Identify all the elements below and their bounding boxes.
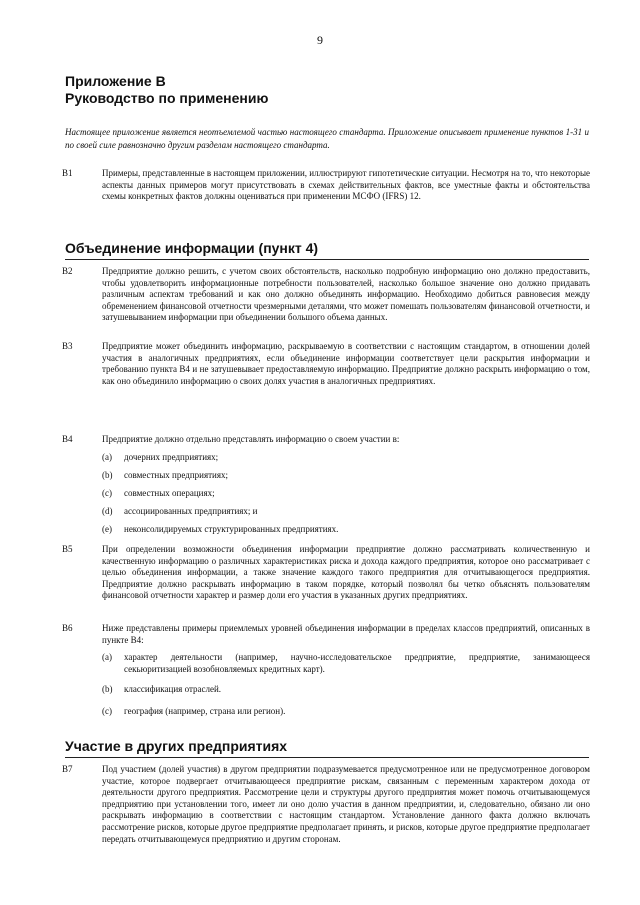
list-item-b4-a xyxy=(102,452,590,464)
list-text: классификация отраслей. xyxy=(124,684,222,694)
list-text: география (например, страна или регион). xyxy=(124,706,286,716)
appendix-title xyxy=(65,73,268,107)
paragraph-text: Предприятие может объединить информацию, раскрываемую в соответствии с настоящим стандартом, в отношении долей участия в аналогичных предприятиях, если объединение информации соответствует цели раскрытия информации и требованию пункта В4 и не затушевывает предоставляемую информацию. Предприятие должно раскрыть информацию о том, как оно объединило информацию о своих долях участия в аналогичных предприятиях. xyxy=(102,341,590,386)
paragraph-b4 xyxy=(62,434,590,446)
list-text: дочерних предприятиях; xyxy=(124,452,219,462)
list-text: ассоциированных предприятиях; и xyxy=(124,506,258,516)
appendix-title-line2: Руководство по применению xyxy=(65,90,269,106)
paragraph-number: B5 xyxy=(62,544,73,554)
section-heading-text: Участие в других предприятиях xyxy=(65,738,288,754)
paragraph-text: Ниже представлены примеры приемлемых уровней объединения информации в пределах классов предприятий, описанных в пункте В4: xyxy=(102,623,590,645)
paragraph-b3 xyxy=(62,341,590,387)
list-item-b4-b xyxy=(102,470,590,482)
list-marker: (b) xyxy=(102,470,113,480)
list-marker: (a) xyxy=(102,452,112,462)
paragraph-number: B6 xyxy=(62,623,73,633)
paragraph-number: B2 xyxy=(62,266,73,276)
page-number: 9 xyxy=(317,33,323,47)
paragraph-text: Предприятие должно решить, с учетом своих обстоятельств, насколько подробную информацию оно должно предоставить, чтобы удовлетворить информационные потребности пользователей, насколько большое значение оно должно придавать различным аспектам требований и как оно должно объединять информацию. Необходимо добиться равновесия между обременением финансовой отчетности чрезмерными деталями, что может помешать пользователям финансовой отчетности, и затушевыванием информации при объединении большого объема данных. xyxy=(102,266,590,323)
paragraph-number: B1 xyxy=(62,168,73,178)
list-item-b4-d xyxy=(102,506,590,518)
list-item-b6-c xyxy=(102,706,590,718)
list-marker: (a) xyxy=(102,652,112,662)
list-text: совместных предприятиях; xyxy=(124,470,228,480)
paragraph-number: B7 xyxy=(62,764,73,774)
list-text: характер деятельности (например, научно-исследовательское предприятие, предприятие, занимающееся секьюритизацией возобновляемых кредитных карт). xyxy=(124,652,590,674)
section-heading-aggregation xyxy=(65,240,589,257)
paragraph-b7 xyxy=(62,764,590,845)
list-marker: (d) xyxy=(102,506,113,516)
list-marker: (c) xyxy=(102,488,112,498)
paragraph-b6 xyxy=(62,623,590,646)
list-marker: (e) xyxy=(102,524,112,534)
paragraph-text: При определении возможности объединения информации предприятие должно рассматривать количественную и качественную информацию о различных характеристиках риска и дохода каждого предприятия, которое оно рассматривает с целью объединения информации, а также значение каждого такого предприятия для отчитывающегося предприятия. Предприятие должно раскрывать информацию в таком порядке, который позволял бы четко объяснять пользователям финансовой отчетности характер и размер доли его участия в указанных других предприятиях. xyxy=(102,544,590,601)
paragraph-text: Под участием (долей участия) в другом предприятии подразумевается предусмотренное или не предусмотренное договором участие, которое подвергает отчитывающееся предприятие рискам, связанным с переменным характером дохода от деятельности другого предприятия. Рассмотрение цели и структуры другого предприятия может помочь отчитывающемуся предприятию при установлении того, имеет ли оно долю участия в данном предприятии, и, следовательно, обязано ли оно раскрывать информацию в соответствии с настоящим стандартом. Установление данного факта должно включать рассмотрение рисков, которые другое предприятие предполагает принять, и рисков, которые другое предприятие предполагает передать отчитывающемуся предприятию и другим сторонам. xyxy=(102,764,590,844)
list-marker: (c) xyxy=(102,706,112,716)
paragraph-number: B3 xyxy=(62,341,73,351)
list-item-b6-b xyxy=(102,684,590,696)
paragraph-b2 xyxy=(62,266,590,324)
list-item-b4-e xyxy=(102,524,590,536)
appendix-intro: Настоящее приложение является неотъемлемой частью настоящего стандарта. Приложение описывает применение пунктов 1-31 и по своей силе равнозначно другим разделам настоящего стандарта. xyxy=(65,127,589,150)
section-divider xyxy=(65,259,589,260)
list-item-b6-a xyxy=(102,652,590,675)
paragraph-b5 xyxy=(62,544,590,602)
section-heading-interests xyxy=(65,738,589,755)
list-marker: (b) xyxy=(102,684,113,694)
list-text: совместных операциях; xyxy=(124,488,215,498)
paragraph-text: Примеры, представленные в настоящем приложении, иллюстрируют гипотетические ситуации. Несмотря на то, что некоторые аспекты данных примеров могут присутствовать в схемах действительных фактов, все уместные факты и обстоятельства схемы конкретных фактов должны оцениваться при применении МСФО (IFRS) 12. xyxy=(102,168,591,202)
list-text: неконсолидируемых структурированных предприятиях. xyxy=(124,524,339,534)
section-divider xyxy=(65,757,589,758)
paragraph-b1 xyxy=(62,168,590,203)
paragraph-text: Предприятие должно отдельно представлять информацию о своем участии в: xyxy=(102,434,400,444)
appendix-title-line1: Приложение В xyxy=(65,73,166,89)
list-item-b4-c xyxy=(102,488,590,500)
section-heading-text: Объединение информации (пункт 4) xyxy=(65,240,319,256)
paragraph-number: B4 xyxy=(62,434,73,444)
